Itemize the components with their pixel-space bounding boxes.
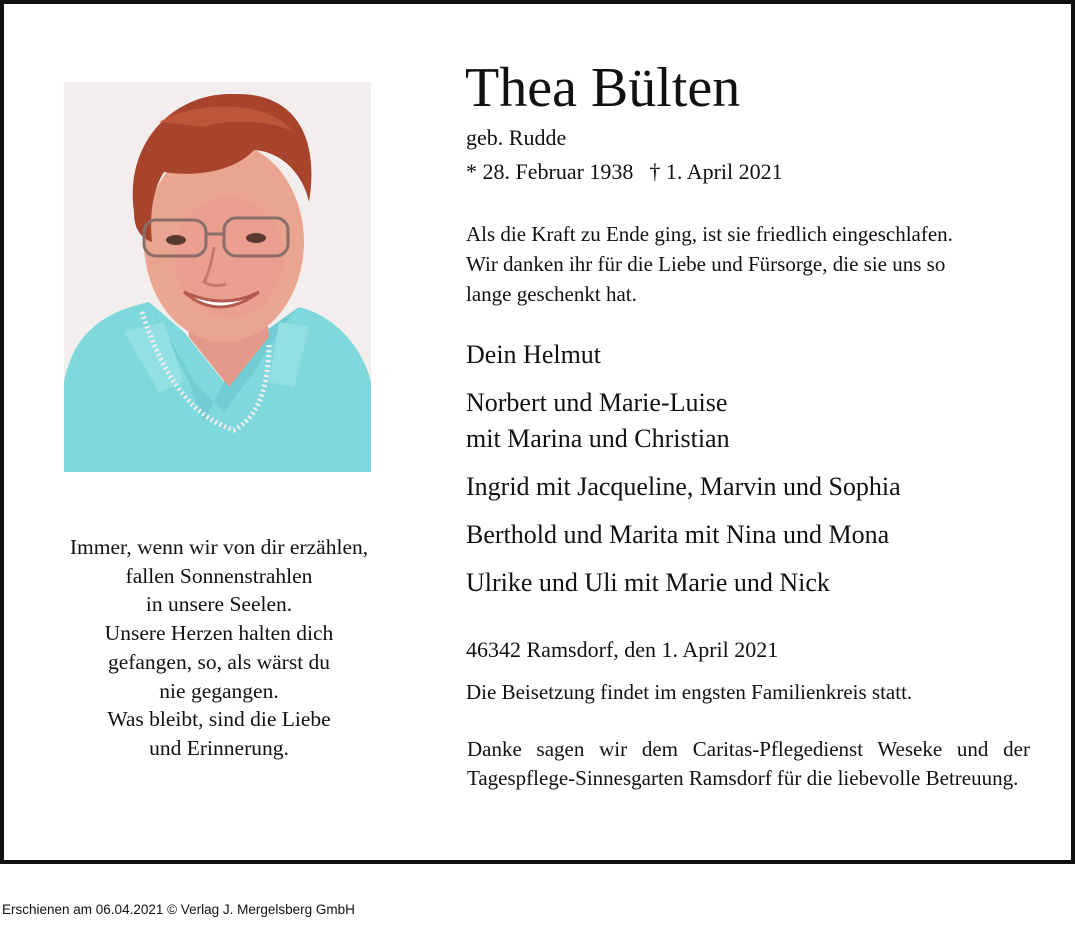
family-line: Dein Helmut — [466, 340, 602, 369]
poem-line: in unsere Seelen. — [145, 592, 293, 617]
place-and-date: 46342 Ramsdorf, den 1. April 2021 — [466, 637, 779, 662]
memorial-poem — [34, 533, 404, 763]
farewell-text — [466, 219, 1056, 309]
farewell-line: lange geschenkt hat. — [466, 282, 637, 306]
poem-line: und Erinnerung. — [149, 735, 289, 760]
family-line: Berthold und Marita mit Nina und Mona — [466, 520, 890, 549]
birth-name: geb. Rudde — [466, 125, 567, 150]
family-entry — [466, 517, 901, 553]
poem-line: Immer, wenn wir von dir erzählen, — [69, 535, 369, 559]
thanks-note: Danke sagen wir dem Caritas-Pflegedienst Weseke und der Tagespflege-Sinnesgarten Ramsdorf für die liebevolle Betreuung. — [467, 737, 1030, 790]
family-line: Ulrike und Uli mit Marie und Nick — [466, 568, 830, 597]
deceased-name: Thea Bülten — [465, 57, 741, 119]
family-entry — [466, 469, 901, 505]
family-entry — [466, 565, 901, 601]
family-list — [466, 337, 901, 613]
poem-line: fallen Sonnenstrahlen — [125, 563, 313, 588]
publication-footer: Erschienen am 06.04.2021 © Verlag J. Mergelsberg GmbH — [2, 902, 355, 917]
family-line: Norbert und Marie-Luise — [466, 388, 728, 417]
poem-line: nie gegangen. — [159, 678, 279, 703]
farewell-line: Als die Kraft zu Ende ging, ist sie friedlich eingeschlafen. — [466, 222, 953, 246]
family-line: mit Marina und Christian — [466, 424, 730, 453]
death-date: † 1. April 2021 — [649, 159, 783, 184]
portrait-photo — [64, 82, 371, 472]
family-line: Ingrid mit Jacqueline, Marvin und Sophia — [466, 472, 901, 501]
poem-line: gefangen, so, als wärst du — [107, 649, 331, 674]
family-entry — [466, 337, 901, 373]
farewell-line: Wir danken ihr für die Liebe und Fürsorge, die sie uns so — [466, 252, 946, 276]
poem-line: Was bleibt, sind die Liebe — [107, 707, 331, 732]
burial-note: Die Beisetzung findet im engsten Familienkreis statt. — [466, 680, 913, 704]
life-dates — [466, 158, 783, 186]
poem-line: Unsere Herzen halten dich — [104, 621, 334, 646]
family-entry — [466, 385, 901, 457]
birth-date: * 28. Februar 1938 — [466, 159, 634, 184]
